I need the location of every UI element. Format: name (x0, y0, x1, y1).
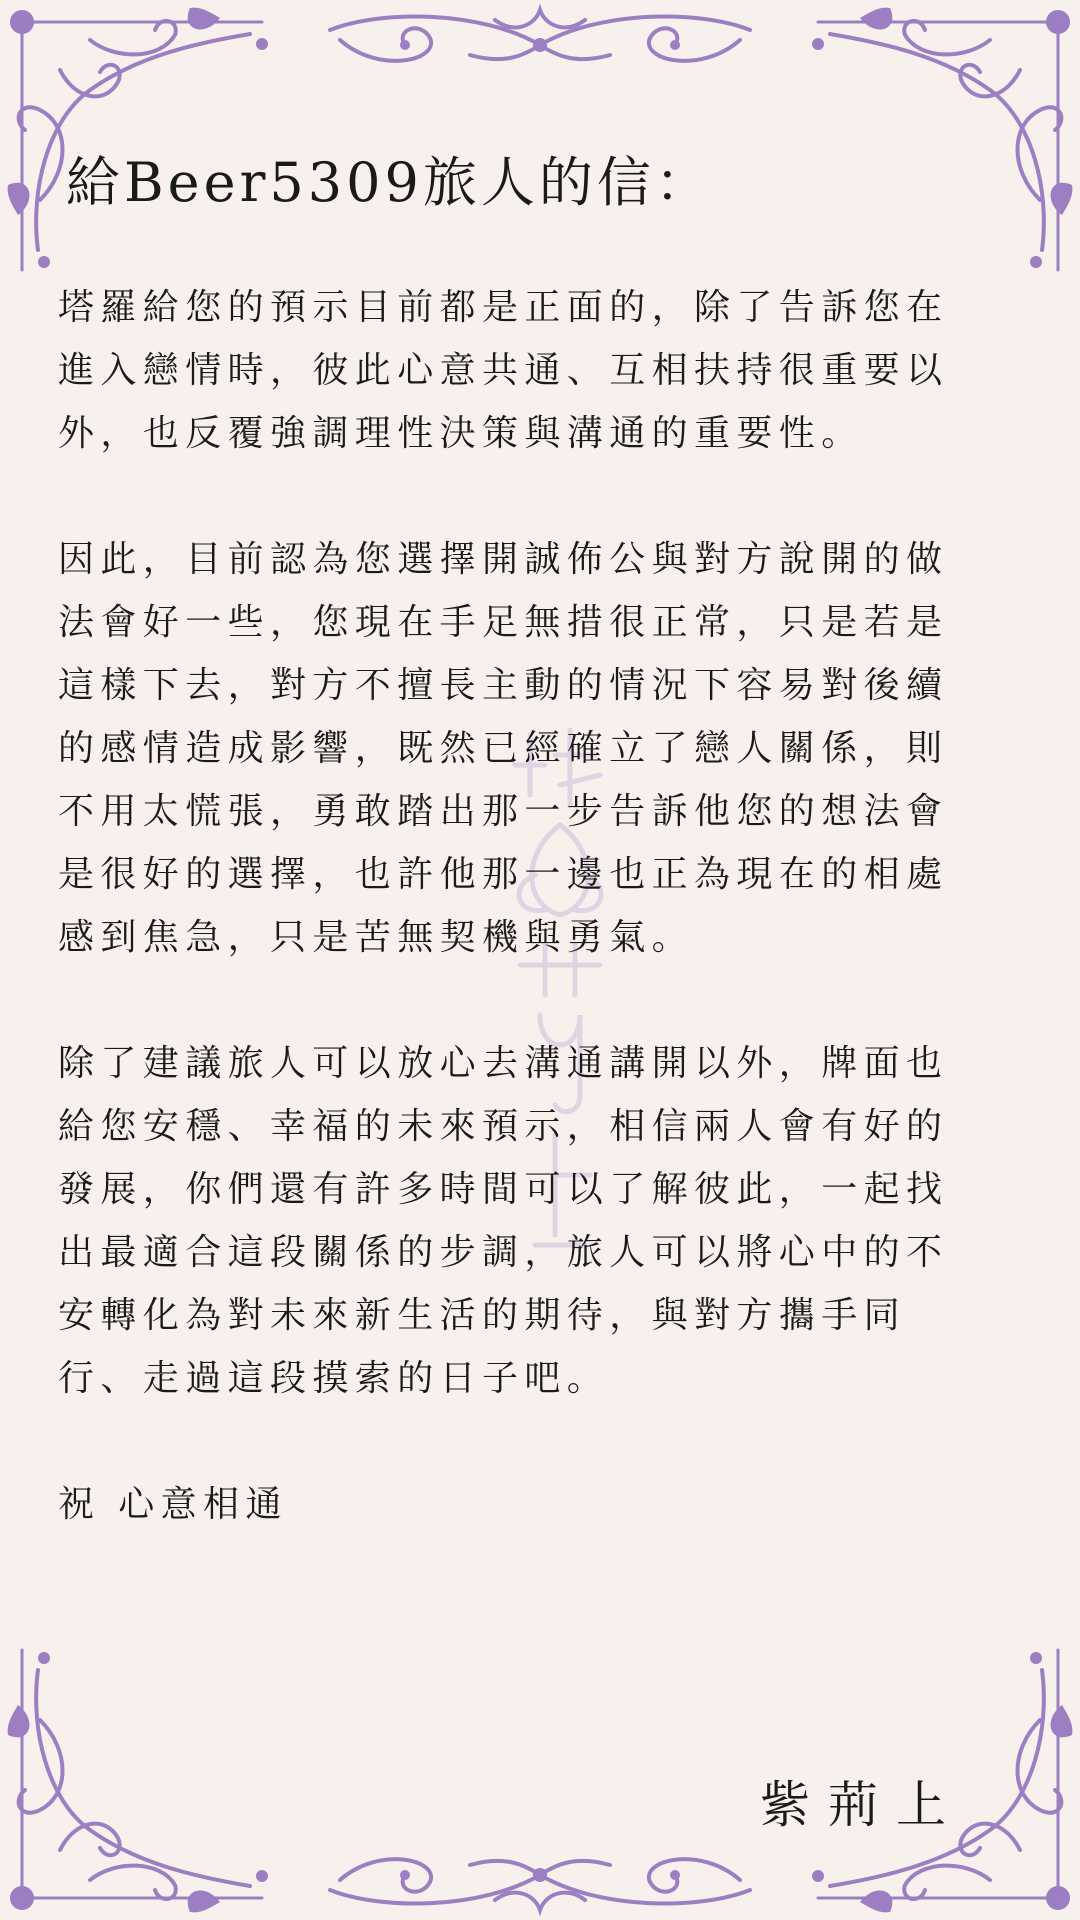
letter-title: 給Beer5309旅人的信： (66, 151, 713, 214)
letter-paragraph-1: 塔羅給您的預示目前都是正面的，除了告訴您在 進入戀情時，彼此心意共通、互相扶持很重要以 外，也反覆強調理性決策與溝通的重要性。 (58, 287, 949, 454)
letter-paragraph-3: 除了建議旅人可以放心去溝通講開以外，牌面也 給您安穩、幸福的未來預示，相信兩人會有好的 發展，你們還有許多時間可以了解彼此，一起找 出最適合這段關係的步調，旅人可以將心中的不 安轉化為對未來新生活的期待，與對方攜手同 行、走過這段摸索的日子吧。 (58, 1043, 949, 1399)
letter-closing: 祝 心意相通 (58, 1484, 288, 1525)
letter-paragraph-2: 因此，目前認為您選擇開誠佈公與對方說開的做 法會好一些，您現在手足無措很正常，只是若是 這樣下去，對方不擅長主動的情況下容易對後續 的感情造成影響，既然已經確立了戀人關係，則 不用太慌張，勇敢踏出那一步告訴他您的想法會 是很好的選擇，也許他那一邊也正為現在的相處 感到焦急，只是苦無契機與勇氣。 (58, 539, 949, 958)
scroll-flourish-ornament-top (320, 0, 760, 80)
floral-corner-ornament-top-right (810, 0, 1080, 280)
scroll-flourish-ornament-bottom (320, 1840, 760, 1920)
letter-signature: 紫荊上 (760, 1776, 964, 1834)
floral-corner-ornament-bottom-left (0, 1640, 270, 1920)
letter-body (58, 276, 1008, 1599)
